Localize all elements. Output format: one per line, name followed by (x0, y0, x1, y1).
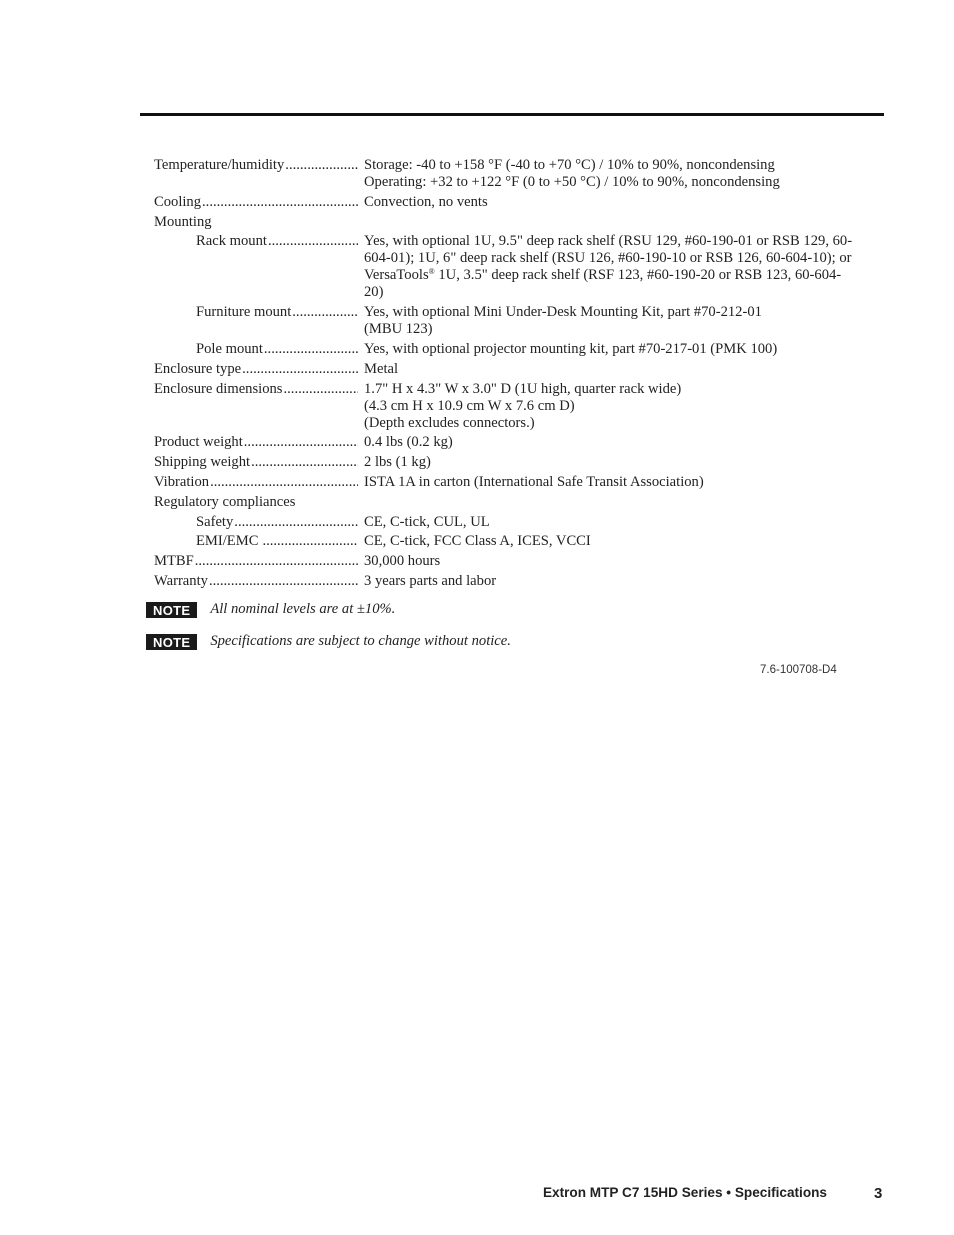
spec-label: Warranty (154, 572, 208, 589)
leader-dots (250, 454, 358, 471)
registered-mark: ® (428, 267, 435, 277)
spec-value: Storage: -40 to +158 °F (-40 to +70 °C) / 10% to 90%, noncondensing Operating: +32 to +122 °F (0 to +50 °C) / 10% to 90%, noncondensing (364, 157, 780, 190)
spec-value: 30,000 hours (364, 553, 441, 570)
leader-dots (233, 514, 358, 531)
leader-dots (291, 304, 358, 338)
spec-label: Pole mount (196, 340, 263, 357)
spec-value: 2 lbs (1 kg) (364, 454, 431, 471)
leader-dots (258, 533, 358, 550)
spec-row-rack-mount (154, 233, 854, 301)
note-specs-change (146, 633, 511, 650)
leader-dots (241, 361, 358, 378)
spec-value: Convection, no vents (364, 193, 488, 210)
spec-row-cooling (154, 194, 854, 211)
spec-value: 3 years parts and labor (364, 572, 497, 589)
spec-label: EMI/EMC (196, 533, 259, 550)
leader-dots (263, 341, 358, 358)
note-badge: NOTE (146, 602, 197, 618)
spec-label: Enclosure dimensions (154, 380, 283, 397)
spec-row-enclosure-dimensions (154, 381, 854, 432)
spec-label: MTBF (154, 553, 194, 570)
top-rule (140, 113, 884, 116)
note-text: All nominal levels are at ±10%. (210, 601, 396, 617)
spec-row-product-weight (154, 434, 854, 451)
document-number: 7.6-100708-D4 (760, 664, 837, 676)
leader-dots (284, 157, 358, 191)
spec-value: 0.4 lbs (0.2 kg) (364, 434, 453, 451)
spec-label: Rack mount (196, 233, 267, 250)
spec-row-furniture-mount (154, 304, 854, 338)
spec-label: Vibration (154, 473, 210, 490)
spec-value: CE, C-tick, CUL, UL (364, 513, 490, 530)
leader-dots (194, 553, 358, 570)
spec-row-warranty (154, 573, 854, 590)
specifications-list (154, 157, 854, 593)
spec-heading-regulatory: Regulatory compliances (154, 493, 296, 510)
spec-value: Yes, with optional Mini Under-Desk Mounting Kit, part #70-212-01 (MBU 123) (364, 304, 762, 338)
leader-dots (243, 434, 358, 451)
spec-row-shipping-weight (154, 454, 854, 471)
spec-label: Enclosure type (154, 360, 242, 377)
spec-label: Safety (196, 513, 234, 530)
leader-dots (201, 194, 358, 211)
note-text: Specifications are subject to change without notice. (210, 633, 511, 649)
footer-title: Extron MTP C7 15HD Series • Specifications (542, 1185, 827, 1200)
note-badge: NOTE (146, 634, 197, 650)
spec-row-emi-emc (154, 533, 854, 550)
spec-label: Product weight (154, 434, 243, 451)
spec-label: Cooling (154, 193, 202, 210)
spec-value: Metal (364, 360, 399, 377)
spec-label: Temperature/humidity (154, 157, 285, 173)
spec-row-mtbf (154, 553, 854, 570)
spec-row-pole-mount (154, 341, 854, 358)
page-number: 3 (874, 1185, 883, 1202)
spec-heading-mounting: Mounting (154, 213, 212, 230)
spec-value: CE, C-tick, FCC Class A, ICES, VCCI (364, 533, 591, 550)
leader-dots (267, 233, 358, 301)
spec-value: 1.7" H x 4.3" W x 3.0" D (1U high, quarter rack wide) (4.3 cm H x 10.9 cm W x 7.6 cm D) (Depth excludes connectors.) (364, 380, 682, 431)
spec-row-vibration (154, 474, 854, 491)
spec-row-enclosure-type (154, 361, 854, 378)
spec-label: Furniture mount (196, 304, 292, 321)
spec-label: Shipping weight (154, 454, 251, 471)
leader-dots (283, 381, 359, 432)
spec-row-temperature (154, 157, 854, 191)
leader-dots (208, 573, 358, 590)
spec-row-safety (154, 514, 854, 531)
note-nominal-levels (146, 601, 395, 618)
spec-value: Yes, with optional projector mounting kit, part #70-217-01 (PMK 100) (364, 340, 778, 357)
leader-dots (209, 474, 358, 491)
spec-value: Yes, with optional 1U, 9.5" deep rack shelf (RSU 129, #60-190-01 or RSB 129, 60-604-01); 1U, 6" deep rack shelf (RSU 126, #60-190-10 or RSB 126, 60-604-10); or VersaTools® 1U, 3.5" deep rack shelf (RSF 123, #60-190-20 or RSB 123, 60-604-20) (364, 233, 853, 301)
spec-value: ISTA 1A in carton (International Safe Transit Association) (364, 473, 704, 490)
